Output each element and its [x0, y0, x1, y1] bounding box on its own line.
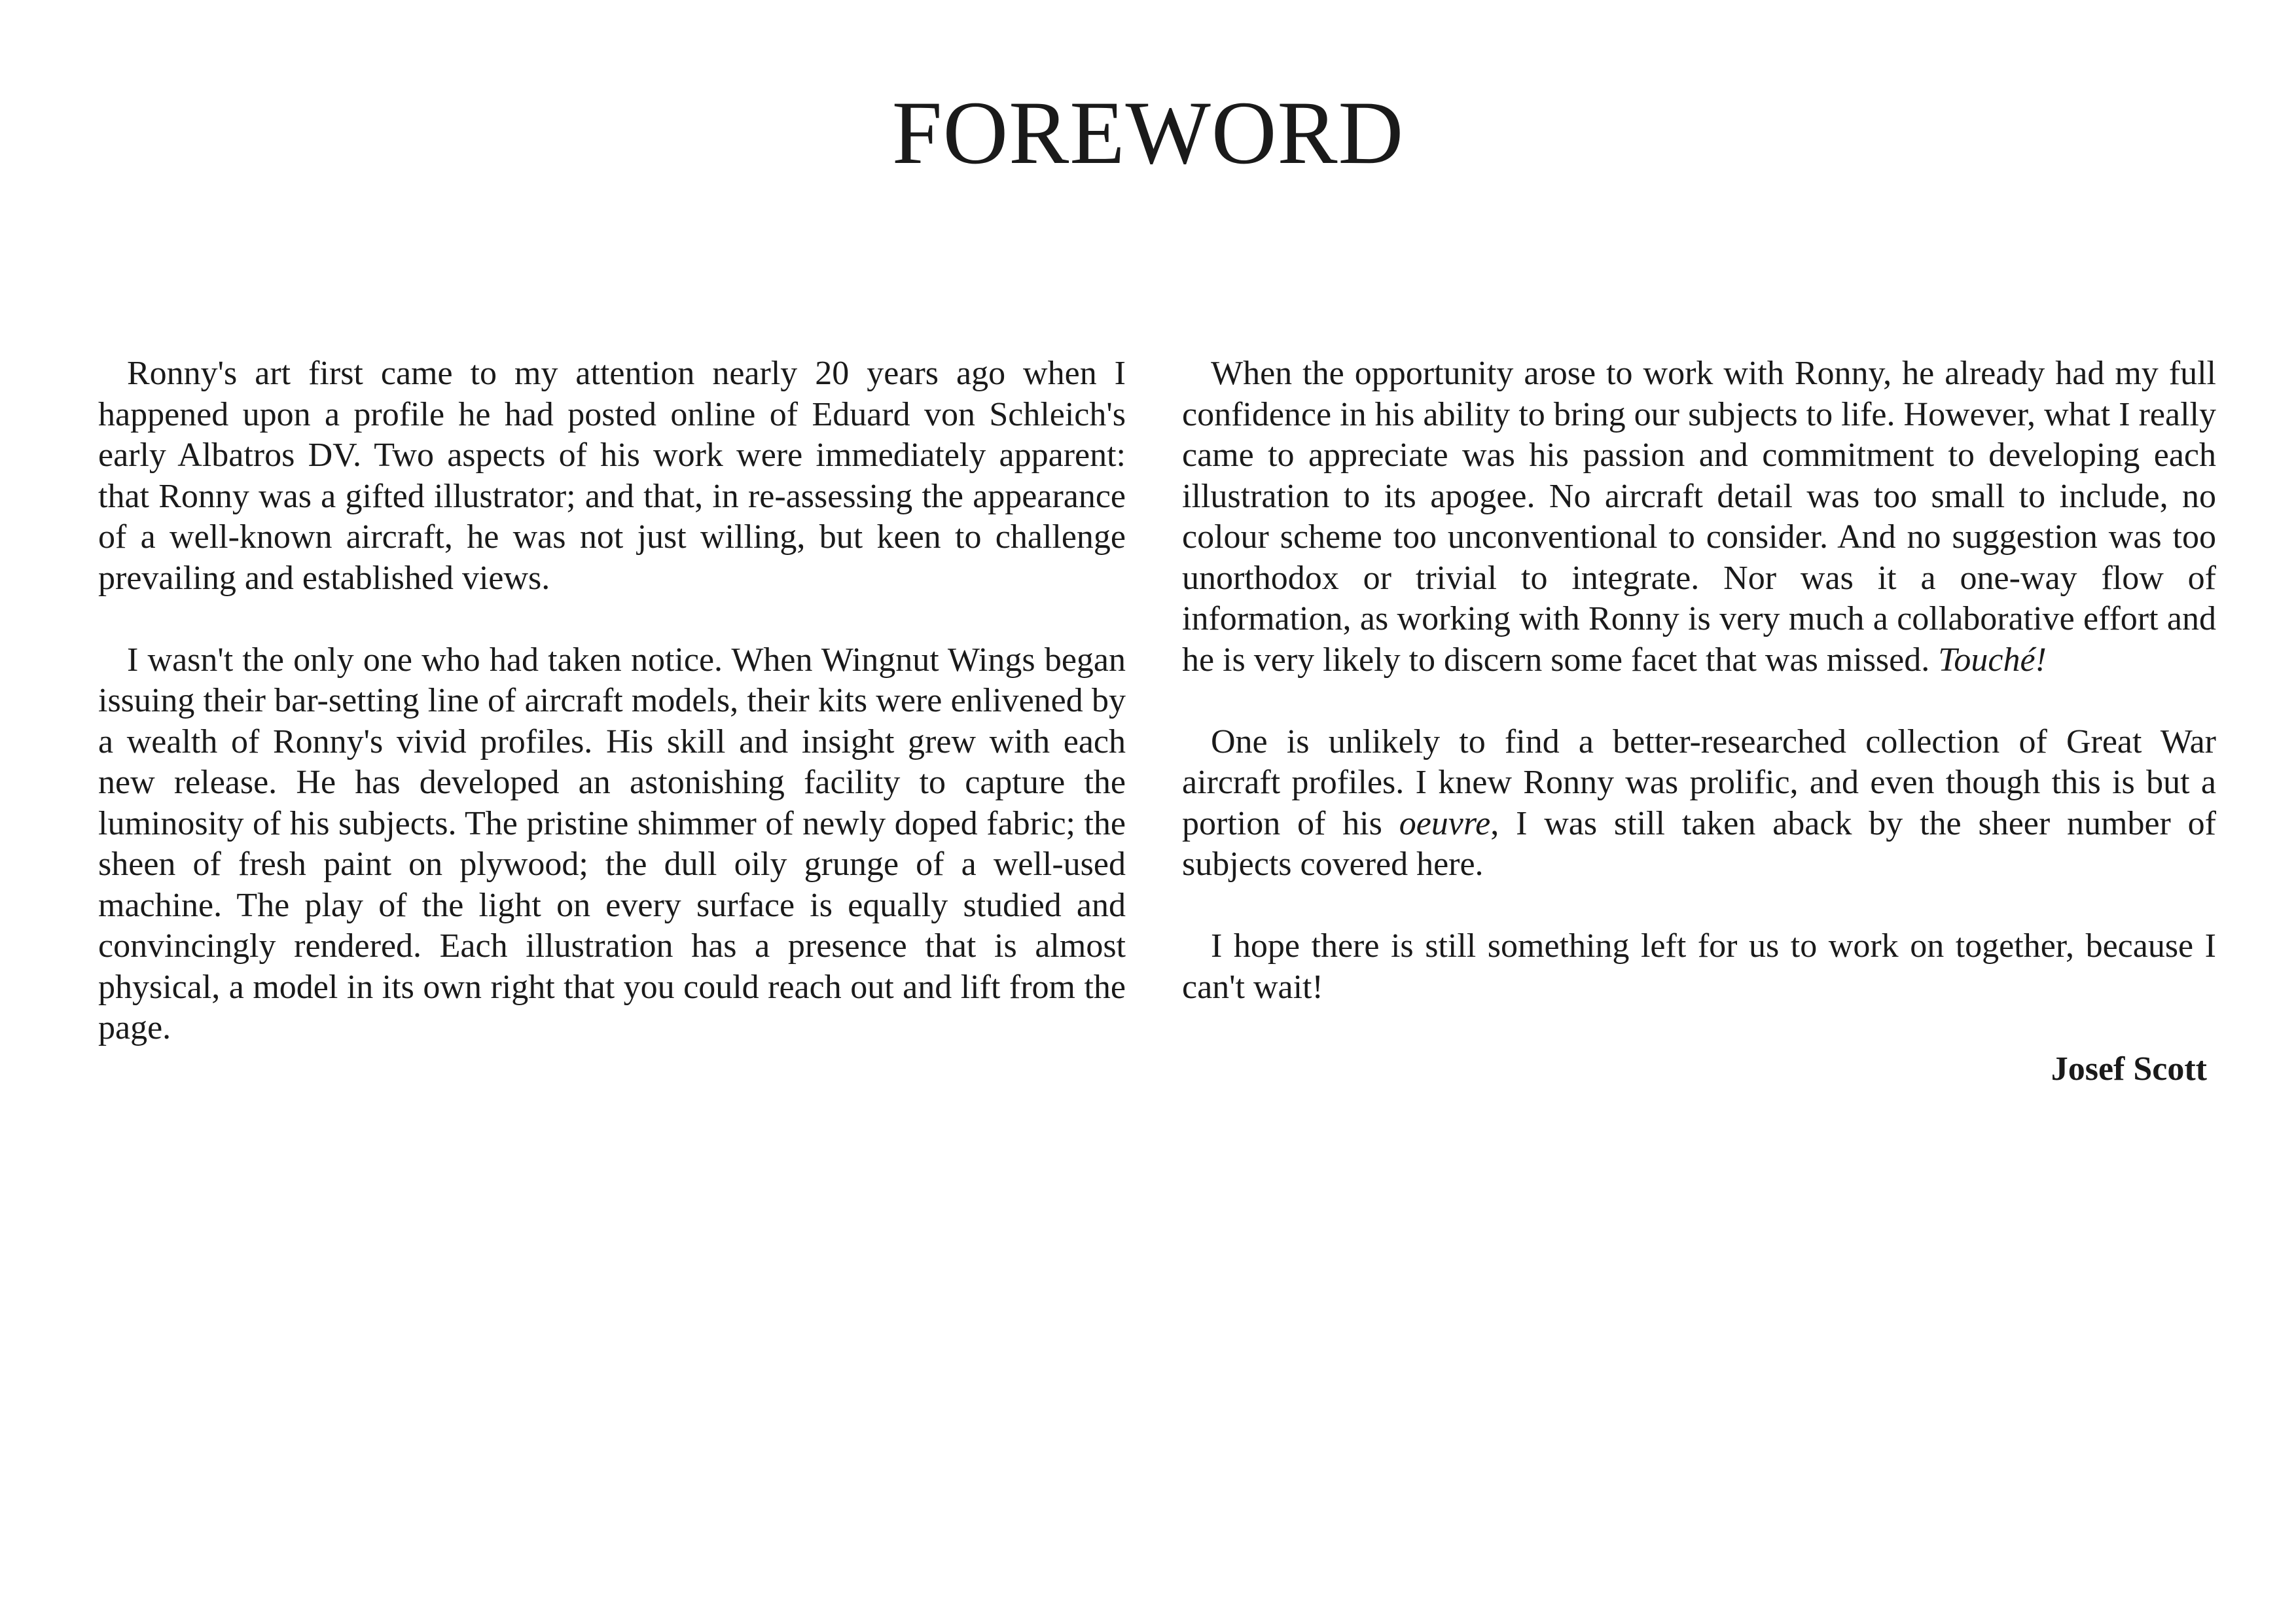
paragraph-right-1-text: When the opportunity arose to work with Ronny, he already had my full confidence in his ability to bring our subjects to life. However, what I really came to appreciate was his passion and commitment to developing each illustration to its apogee. No aircraft detail was too small to include, no colour scheme too unconventional to consider. And no suggestion was too unorthodox or trivial to integrate. Nor was it a one-way flow of information, as working with Ronny is very much a collaborative effort and he is very likely to discern some facet that was missed. [1182, 355, 2216, 679]
paragraph-right-1 [1182, 353, 2216, 681]
oeuvre-italic: oeuvre [1399, 804, 1491, 842]
paragraph-left-1: Ronny's art first came to my attention nearly 20 years ago when I happened upon a profile he had posted online of Eduard von Schleich's early Albatros DV. Two aspects of his work were immediately apparent: that Ronny was a gifted illustrator; and that, in re-assessing the appearance of a well-known aircraft, he was not just willing, but keen to challenge prevailing and established views. [98, 355, 1126, 597]
paragraph-right-3: I hope there is still something left for us to work on together, because I can't wait! [1182, 927, 2216, 1006]
paragraph-right-2-end: , I was still taken aback by the sheer number of subjects covered here. [1182, 804, 2216, 883]
page-title: FOREWORD [891, 82, 1405, 183]
left-column [98, 353, 1126, 1090]
right-column [1182, 353, 2216, 1131]
signature: Josef Scott [2051, 1050, 2207, 1088]
paragraph-right-2 [1182, 722, 2216, 885]
paragraph-left-2: I wasn't the only one who had taken notice. When Wingnut Wings began issuing their bar-setting line of aircraft models, their kits were enlivened by a wealth of Ronny's vivid profiles. His skill and insight grew with each new release. He has developed an astonishing facility to capture the luminosity of his subjects. The pristine shimmer of newly doped fabric; the sheen of fresh paint on plywood; the dull oily grunge of a well-used machine. The play of the light on every surface is equally studied and convincingly rendered. Each illustration has a presence that is almost physical, a model in its own right that you could reach out and lift from the page. [98, 641, 1126, 1046]
paragraph-right-2-start: One is unlikely to find a better-researched collection of Great War aircraft profiles. I knew Ronny was prolific, and even though this is but a portion of his [1182, 722, 2216, 842]
touche-italic: Touché! [1938, 641, 2047, 679]
